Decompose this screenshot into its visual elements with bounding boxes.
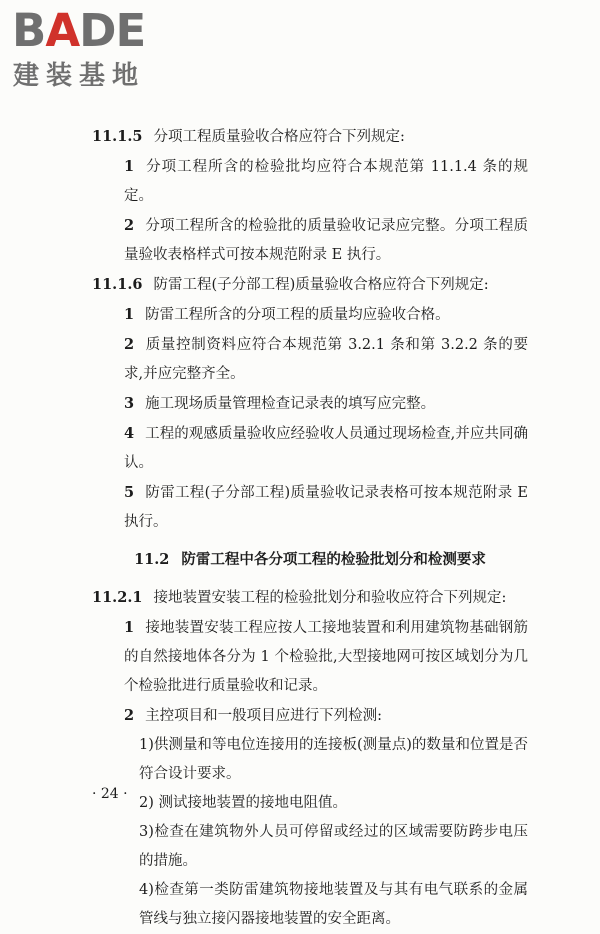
item-text: 工程的观感质量验收应经验收人员通过现场检查,并应共同确认。 <box>124 426 528 471</box>
item-text: 主控项目和一般项目应进行下列检测: <box>145 708 382 724</box>
clause-11-1-6-item-3 <box>92 389 528 419</box>
sub-item-label: 4) <box>139 882 154 898</box>
clause-11-1-6-item-1 <box>92 300 528 330</box>
item-number: 4 <box>124 425 135 442</box>
item-text: 分项工程所含的检验批均应符合本规范第 11.1.4 条的规定。 <box>124 159 528 204</box>
sub-item-text: 检查在建筑物外人员可停留或经过的区域需要防跨步电压的措施。 <box>139 824 528 869</box>
clause-11-1-6-item-2 <box>92 330 528 389</box>
item-text: 防雷工程(子分部工程)质量验收记录表格可按本规范附录 E 执行。 <box>124 485 528 530</box>
sub-item-label: 2) <box>139 795 154 811</box>
clause-11-2-1-item-1 <box>92 613 528 701</box>
sub-item-label: 3) <box>139 824 154 840</box>
clause-11-1-6-item-4 <box>92 419 528 478</box>
item-number: 3 <box>124 395 135 412</box>
sub-item-1 <box>92 731 528 789</box>
clause-11-1-5 <box>92 122 528 152</box>
item-text: 防雷工程所含的分项工程的质量均应验收合格。 <box>145 307 450 323</box>
item-number: 2 <box>124 336 135 353</box>
sub-item-text: 测试接地装置的接地电阻值。 <box>158 795 347 811</box>
brand-logo <box>12 6 182 94</box>
section-number: 11.2 <box>134 551 170 568</box>
clause-text: 防雷工程(子分部工程)质量验收合格应符合下列规定: <box>153 277 489 293</box>
clause-11-1-6 <box>92 270 528 300</box>
item-text: 质量控制资料应符合本规范第 3.2.1 条和第 3.2.2 条的要求,并应完整齐全。 <box>124 337 528 382</box>
item-number: 2 <box>124 707 135 724</box>
clause-11-1-6-item-5 <box>92 478 528 537</box>
document-body <box>92 122 528 934</box>
section-heading-11-2 <box>92 545 528 574</box>
sub-item-text: 供测量和等电位连接用的连接板(测量点)的数量和位置是否符合设计要求。 <box>139 737 528 782</box>
item-number: 1 <box>124 158 135 175</box>
item-text: 分项工程所含的检验批的质量验收记录应完整。分项工程质量验收表格样式可按本规范附录 E 执行。 <box>124 218 528 263</box>
item-number: 1 <box>124 619 135 636</box>
clause-11-1-5-item-2 <box>92 211 528 270</box>
item-number: 2 <box>124 217 135 234</box>
clause-11-2-1-item-2 <box>92 701 528 731</box>
clause-number: 11.1.6 <box>92 276 143 293</box>
sub-item-label: 1) <box>139 737 154 753</box>
logo-letters-de: DE <box>79 4 146 57</box>
sub-item-4 <box>92 876 528 934</box>
clause-number: 11.1.5 <box>92 128 143 145</box>
clause-text: 分项工程质量验收合格应符合下列规定: <box>153 129 405 145</box>
item-number: 5 <box>124 484 135 501</box>
clause-11-1-5-item-1 <box>92 152 528 211</box>
sub-item-2 <box>92 789 528 818</box>
clause-text: 接地装置安装工程的检验批划分和验收应符合下列规定: <box>153 590 507 606</box>
section-title: 防雷工程中各分项工程的检验批划分和检测要求 <box>181 551 486 568</box>
sub-item-3 <box>92 818 528 876</box>
clause-11-2-1 <box>92 583 528 613</box>
logo-letter-b: B <box>12 4 46 57</box>
item-text: 接地装置安装工程应按人工接地装置和利用建筑物基础钢筋的自然接地体各分为 1 个检验批,大型接地网可按区域划分为几个检验批进行质量验收和记录。 <box>124 620 528 694</box>
item-number: 1 <box>124 306 135 323</box>
sub-item-text: 检查第一类防雷建筑物接地装置及与其有电气联系的金属管线与独立接闪器接地装置的安全距离。 <box>139 882 528 927</box>
item-text: 施工现场质量管理检查记录表的填写应完整。 <box>145 396 436 412</box>
page-number: · 24 · <box>92 786 128 802</box>
logo-subtitle: 建装基地 <box>13 61 146 91</box>
logo-wordmark <box>12 6 145 56</box>
clause-number: 11.2.1 <box>92 589 143 606</box>
logo-letter-a: A <box>45 4 80 57</box>
